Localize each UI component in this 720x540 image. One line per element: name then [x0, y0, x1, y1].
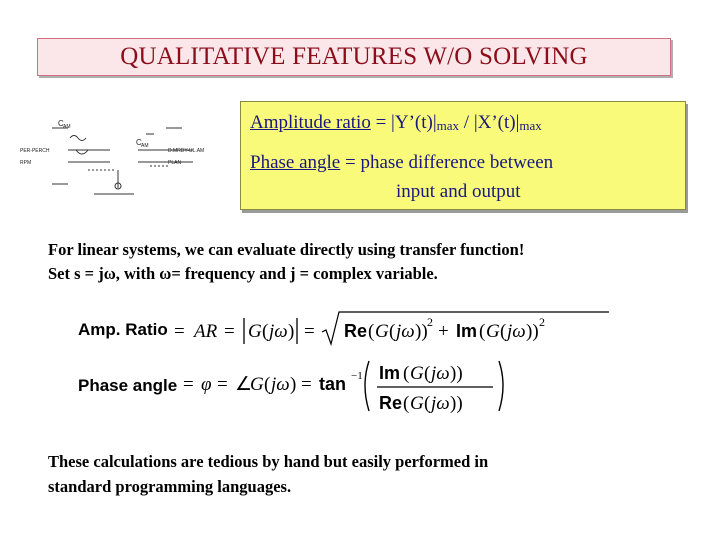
phase-angle-expression [181, 355, 601, 417]
diagram-label-am1: AM [63, 124, 71, 130]
svg-text:AR: AR [193, 321, 217, 342]
linear-systems-text: For linear systems, we can evaluate directly using transfer function! [48, 240, 525, 259]
svg-text:G: G [247, 321, 262, 342]
svg-text:Re: Re [379, 393, 403, 413]
diagram-label-right1: D.MRDY-UL.AM [168, 148, 205, 154]
diagram-label-left2: RPM [20, 160, 32, 166]
svg-text:∠: ∠ [235, 374, 253, 395]
svg-text:Re: Re [343, 321, 367, 341]
svg-text:jω: jω [431, 393, 450, 414]
programming-languages-text: standard programming languages. [48, 477, 292, 496]
phase-angle-definition-cont: input and output [396, 181, 521, 202]
svg-text:)): )) [450, 393, 463, 414]
svg-text:2: 2 [426, 315, 433, 329]
svg-text:jω: jω [506, 321, 526, 342]
svg-text:Im: Im [379, 363, 401, 383]
svg-text:(: ( [424, 393, 431, 414]
process-diagram [18, 110, 233, 210]
svg-text:(: ( [403, 393, 410, 414]
svg-text:jω: jω [395, 321, 415, 342]
svg-text:=: = [217, 374, 228, 395]
svg-text:G: G [410, 363, 424, 384]
amplitude-ratio-term: Amplitude ratio [250, 112, 371, 133]
phase-angle-definition: Phase angle = phase difference between [250, 152, 554, 173]
diagram-label-left1: PER-PERCH [20, 148, 50, 154]
amp-ratio-expression [172, 310, 612, 350]
amplitude-ratio-definition: Amplitude ratio = $|Y’(t)|_{max}$ / $|X’(t)|_{max}$ [250, 112, 542, 133]
svg-text:(: ( [478, 321, 486, 342]
svg-text:)): )) [525, 321, 539, 342]
amp-ratio-label: Amp. Ratio [78, 320, 168, 339]
svg-text:+: + [437, 321, 449, 342]
diagram-label-right2: PLAN [168, 160, 182, 166]
svg-text:2: 2 [538, 315, 545, 329]
svg-text:): ) [290, 374, 297, 395]
svg-text:(: ( [261, 321, 269, 342]
amplitude-ratio-equation [78, 312, 612, 348]
svg-text:jω: jω [268, 321, 288, 342]
svg-text:jω: jω [271, 374, 290, 395]
phase-angle-equation [78, 356, 601, 416]
svg-text:(: ( [367, 321, 375, 342]
svg-text:(: ( [424, 363, 431, 384]
svg-text:): ) [287, 321, 295, 342]
svg-text:(: ( [264, 374, 271, 395]
svg-text:(: ( [403, 363, 410, 384]
diagram-label-am2: AM [141, 143, 149, 149]
substitution-text: Set s = jω, with ω= frequency and j = complex variable. [48, 264, 438, 283]
svg-text:(: ( [388, 321, 396, 342]
phase-angle-label: Phase angle [78, 376, 178, 395]
svg-text:G: G [250, 374, 264, 395]
svg-text:−1: −1 [351, 370, 363, 382]
svg-text:G: G [410, 393, 424, 414]
svg-text:jω: jω [431, 363, 450, 384]
page-title: QUALITATIVE FEATURES W/O SOLVING [120, 43, 588, 70]
diagram-label-c2: C [136, 138, 142, 147]
title-banner [37, 38, 671, 76]
svg-text:Im: Im [455, 321, 477, 341]
svg-text:=: = [301, 374, 312, 395]
svg-text:=: = [223, 321, 235, 342]
svg-text:=: = [303, 321, 315, 342]
diagram-label-c1: C [58, 119, 64, 128]
tedious-calculations-text: These calculations are tedious by hand but easily performed in [48, 452, 489, 471]
svg-text:φ: φ [201, 374, 212, 395]
svg-text:G: G [485, 321, 500, 342]
svg-text:)): )) [450, 363, 463, 384]
svg-text:(: ( [499, 321, 507, 342]
svg-text:=: = [173, 321, 185, 342]
definition-box [240, 101, 686, 210]
svg-text:=: = [183, 374, 194, 395]
svg-text:G: G [374, 321, 389, 342]
svg-text:tan: tan [319, 374, 347, 394]
svg-text:)): )) [414, 321, 428, 342]
phase-angle-term: Phase angle [250, 152, 341, 173]
